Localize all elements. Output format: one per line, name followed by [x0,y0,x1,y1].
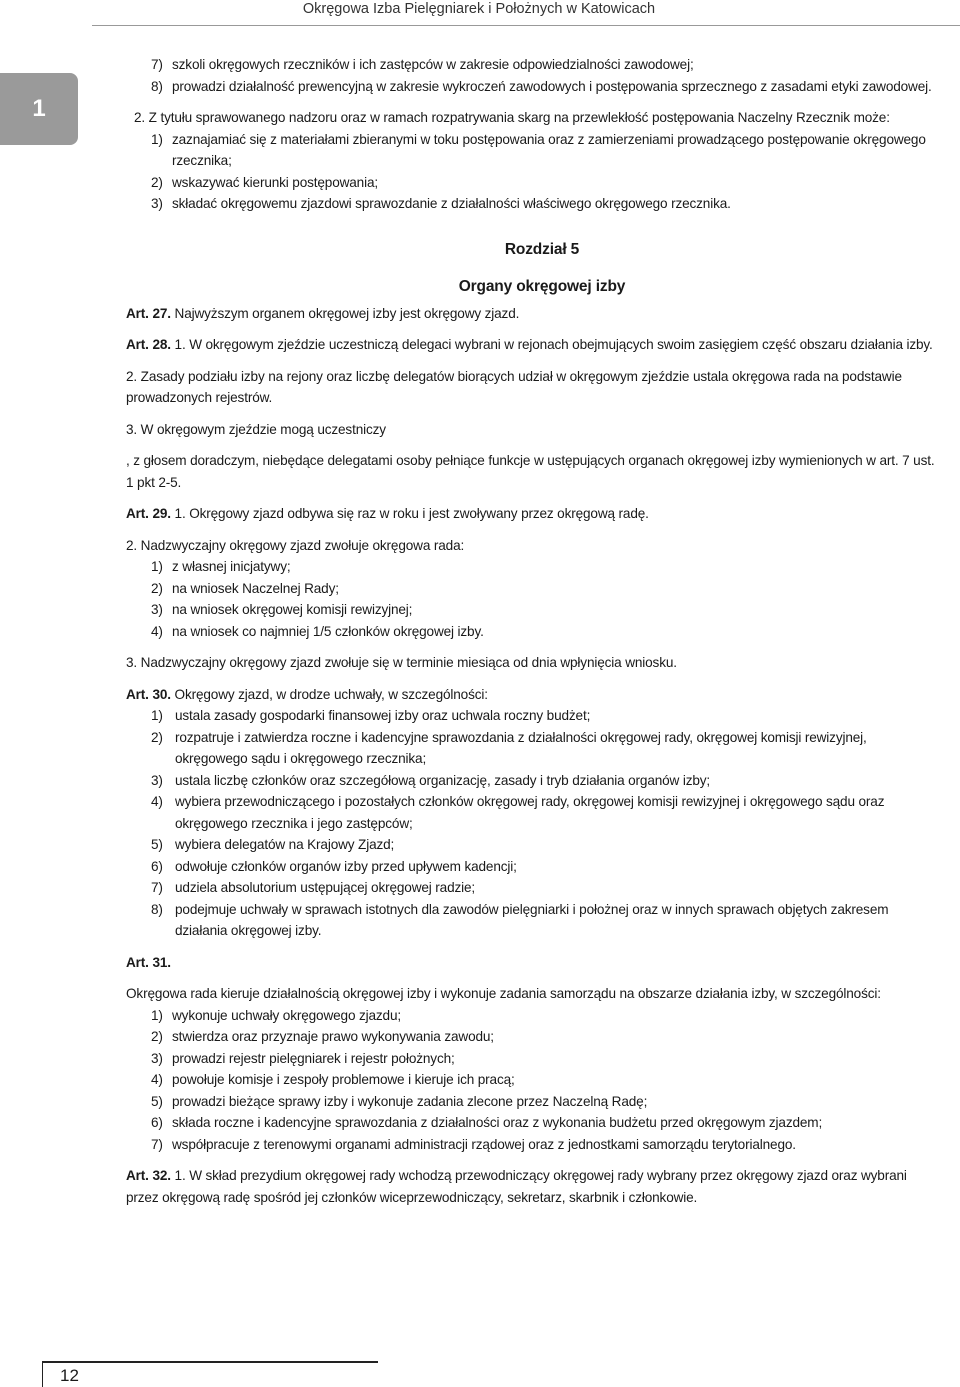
article-29-p1: Art. 29. 1. Okręgowy zjazd odbywa się raz w roku i jest zwoływany przez okręgową radę. [126,506,649,521]
paragraph: 2. Zasady podziału izby na rejony oraz liczbę delegatów biorących udział w okręgowym zjeździe ustala okręgowa rada na podstawie prowadzonych rejestrów. [126,368,902,405]
list-item: 7) szkoli okręgowych rzeczników i ich zastępców w zakresie odpowiedzialności zawodowej; [151,57,694,72]
list-item: 3) składać okręgowemu zjazdowi sprawozdanie z działalności właściwego okręgowego rzecznika. [151,196,731,211]
chapter-title: Rozdział 5 [504,240,580,258]
list-item: 7) współpracuje z terenowymi organami administracji rządowej oraz z jednostkami samorządu terytorialnego. [151,1136,796,1152]
article-30: Art. 30. Okręgowy zjazd, w drodze uchwały, w szczególności: [126,686,488,702]
paragraph: 2. Z tytułu sprawowanego nadzoru oraz w ramach rozpatrywania skarg na przewlekłość postępowania Naczelny Rzecznik może: [134,110,890,125]
paragraph: 3. W okręgowym zjeździe mogą uczestniczy [126,421,386,437]
paragraph: 3. Nadzwyczajny okręgowy zjazd zwołuje się w terminie miesiąca od dnia wpłynięcia wniosku. [126,655,677,670]
list-item: 3) na wniosek okręgowej komisji rewizyjnej; [151,602,413,617]
paragraph: 2. Nadzwyczajny okręgowy zjazd zwołuje okręgowa rada: [126,537,465,553]
chapter-tab [0,73,78,145]
header-title: Okręgowa Izba Pielęgniarek i Położnych w Katowicach [302,1,656,17]
list-item: 1) zaznajamiać się z materiałami zbieranymi w toku postępowania oraz z zamierzeniami prowadzącego postępowanie okręgowego rzecznika; [151,131,926,168]
list-item: 6) składa roczne i kadencyjne sprawozdania z działalności oraz z wykonania budżetu przed okręgowym zjazdem; [151,1115,823,1130]
chapter-tab-number: 1 [32,95,46,122]
header-divider [92,25,960,26]
footer-divider [42,1361,378,1363]
list-item: 1) z własnej inicjatywy; [151,559,291,574]
list-item: 2) wskazywać kierunki postępowania; [151,174,379,190]
article-32: Art. 32. 1. W skład prezydium okręgowej rady wchodzą przewodniczący okręgowej rady wybrany przez okręgowy zjazd oraz wybrani przez okręgową radę spośród jej członków wiceprzewodniczący, sekretarz, skarbnik i członkowie. [126,1168,907,1205]
page-number: 12 [60,1366,79,1385]
list-item: 8) podejmuje uchwały w sprawach istotnych dla zawodów pielęgniarki i położnej oraz w innych sprawach objętych zakresem działania okręgowej izby. [151,901,889,938]
list-item: 3) prowadzi rejestr pielęgniarek i rejestr położnych; [151,1050,455,1066]
list-item: 2) stwierdza oraz przyznaje prawo wykonywania zawodu; [151,1029,494,1044]
list-item: 5) wybiera delegatów na Krajowy Zjazd; [151,837,395,852]
list-item: 8) prowadzi działalność prewencyjną w zakresie wykroczeń zawodowych i postępowania sprzecznego z zasadami etyki zawodowej. [151,78,932,94]
page-content [126,54,938,1208]
list-item: 2) na wniosek Naczelnej Rady; [151,580,339,596]
article-27: Art. 27. Najwyższym organem okręgowej izby jest okręgowy zjazd. [126,305,520,321]
article-28-p1: Art. 28. 1. W okręgowym zjeździe uczestniczą delegaci wybrani w rejonach obejmujących swoim zasięgiem część obszaru działania izby. [126,337,933,352]
chapter-subtitle: Organy okręgowej izby [458,278,626,295]
list-item: 6) odwołuje członków organów izby przed upływem kadencji; [151,858,517,874]
list-item: 4) powołuje komisje i zespoły problemowe i kieruje ich pracą; [151,1072,515,1087]
footer-separator [42,1361,43,1387]
list-item: 7) udziela absolutorium ustępującej okręgowej radzie; [151,880,476,895]
list-item: 1) wykonuje uchwały okręgowego zjazdu; [151,1007,401,1023]
paragraph: Okręgowa rada kieruje działalnością okręgowej izby i wykonuje zadania samorządu na obszarze działania izby, w szczególności: [126,986,881,1001]
paragraph: , z głosem doradczym, niebędące delegatami osoby pełniące funkcje w ustępujących organach okręgowej izby wymienionych w art. 7 ust. 1 pkt 2-5. [126,453,935,490]
list-item: 4) na wniosek co najmniej 1/5 członków okręgowej izby. [151,623,484,639]
list-item: 1) ustala zasady gospodarki finansowej izby oraz uchwala roczny budżet; [151,708,591,723]
list-item: 3) ustala liczbę członków oraz szczegółową organizację, zasady i tryb działania organów izby; [151,772,711,788]
list-item: 5) prowadzi bieżące sprawy izby i wykonuje zadania zlecone przez Naczelną Radę; [151,1093,648,1109]
list-item: 4) wybiera przewodniczącego i pozostałych członków okręgowej rady, okręgowej komisji rewizyjnej i okręgowego sądu oraz okręgowego rzecznika i jego zastępców; [151,794,885,831]
article-31-label: Art. 31. [126,954,171,970]
list-item: 2) rozpatruje i zatwierdza roczne i kadencyjne sprawozdania z działalności okręgowej rady, okręgowej komisji rewizyjnej, okręgowego sądu i okręgowego rzecznika; [151,729,867,766]
